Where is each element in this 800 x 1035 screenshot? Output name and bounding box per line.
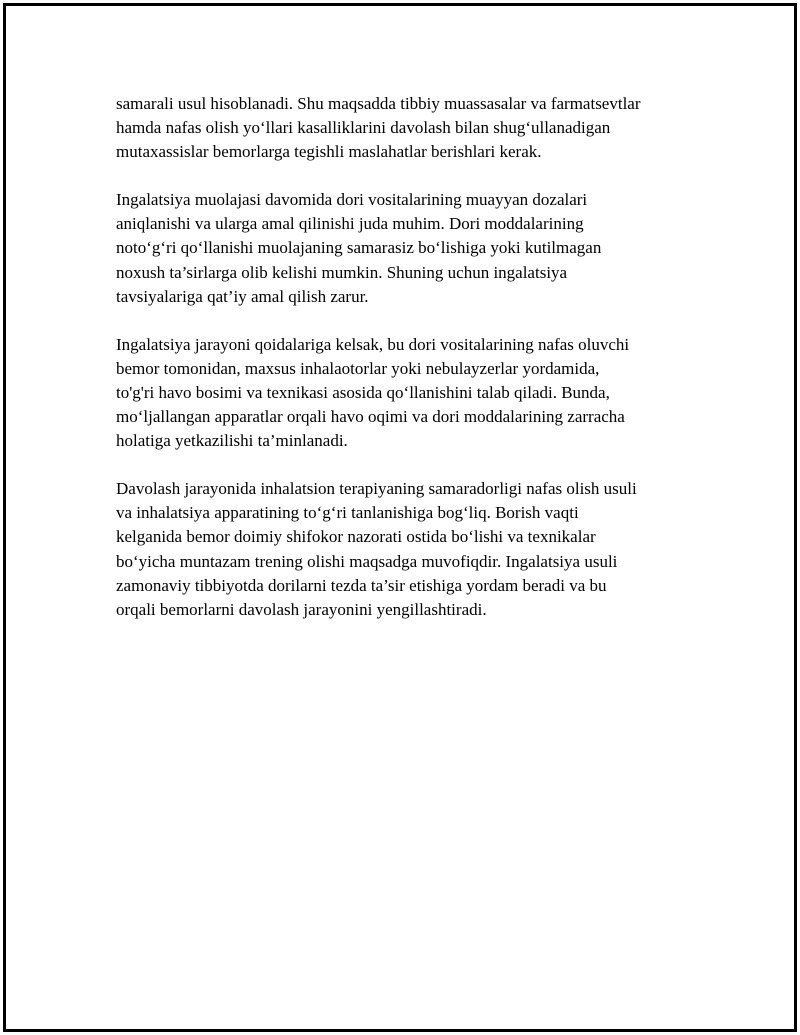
text-line: kelganida bemor doimiy shifokor nazorati ostida bo‘lishi va texnikalar — [116, 527, 596, 547]
text-line: zamonaviy tibbiyotda dorilarni tezda ta’sir etishiga yordam beradi va bu — [116, 575, 607, 595]
text-line: to'g'ri havo bosimi va texnikasi asosida qo‘llanishini talab qiladi. Bunda, — [116, 382, 610, 402]
text-line: noto‘g‘ri qo‘llanishi muolajaning samarasiz bo‘lishiga yoki kutilmagan — [116, 238, 602, 258]
text-line: mo‘ljallangan apparatlar orqali havo oqimi va dori moddalarining zarracha — [116, 407, 625, 427]
text-line: tavsiyalariga qat’iy amal qilish zarur. — [116, 286, 369, 306]
text-line: Ingalatsiya muolajasi davomida dori vositalarining muayyan dozalari — [116, 190, 588, 210]
paragraph-2 — [116, 188, 726, 308]
text-line: orqali bemorlarni davolash jarayonini yengillashtiradi. — [116, 599, 487, 619]
text-line: va inhalatsiya apparatining to‘g‘ri tanlanishiga bog‘liq. Borish vaqti — [116, 503, 579, 523]
document-body — [116, 92, 726, 646]
text-line: holatiga yetkazilishi ta’minlanadi. — [116, 431, 348, 451]
text-line: bemor tomonidan, maxsus inhalaotorlar yoki nebulayzerlar yordamida, — [116, 358, 600, 378]
paragraph-4 — [116, 477, 726, 622]
text-line: samarali usul hisoblanadi. Shu maqsadda tibbiy muassasalar va farmatsevtlar — [116, 94, 641, 113]
text-line: noxush ta’sirlarga olib kelishi mumkin. Shuning uchun ingalatsiya — [116, 262, 568, 282]
paragraph-1 — [116, 92, 726, 164]
text-line: bo‘yicha muntazam trening olishi maqsadga muvofiqdir. Ingalatsiya usuli — [116, 551, 618, 571]
text-line: mutaxassislar bemorlarga tegishli maslahatlar berishlari kerak. — [116, 142, 542, 162]
text-line: hamda nafas olish yo‘llari kasalliklarini davolash bilan shug‘ullanadigan — [116, 118, 611, 138]
paragraph-3 — [116, 333, 726, 453]
text-line: Ingalatsiya jarayoni qoidalariga kelsak, bu dori vositalarining nafas oluvchi — [116, 334, 630, 354]
text-line: Davolash jarayonida inhalatsion terapiyaning samaradorligi nafas olish usuli — [116, 479, 637, 499]
text-line: aniqlanishi va ularga amal qilinishi juda muhim. Dori moddalarining — [116, 214, 584, 234]
